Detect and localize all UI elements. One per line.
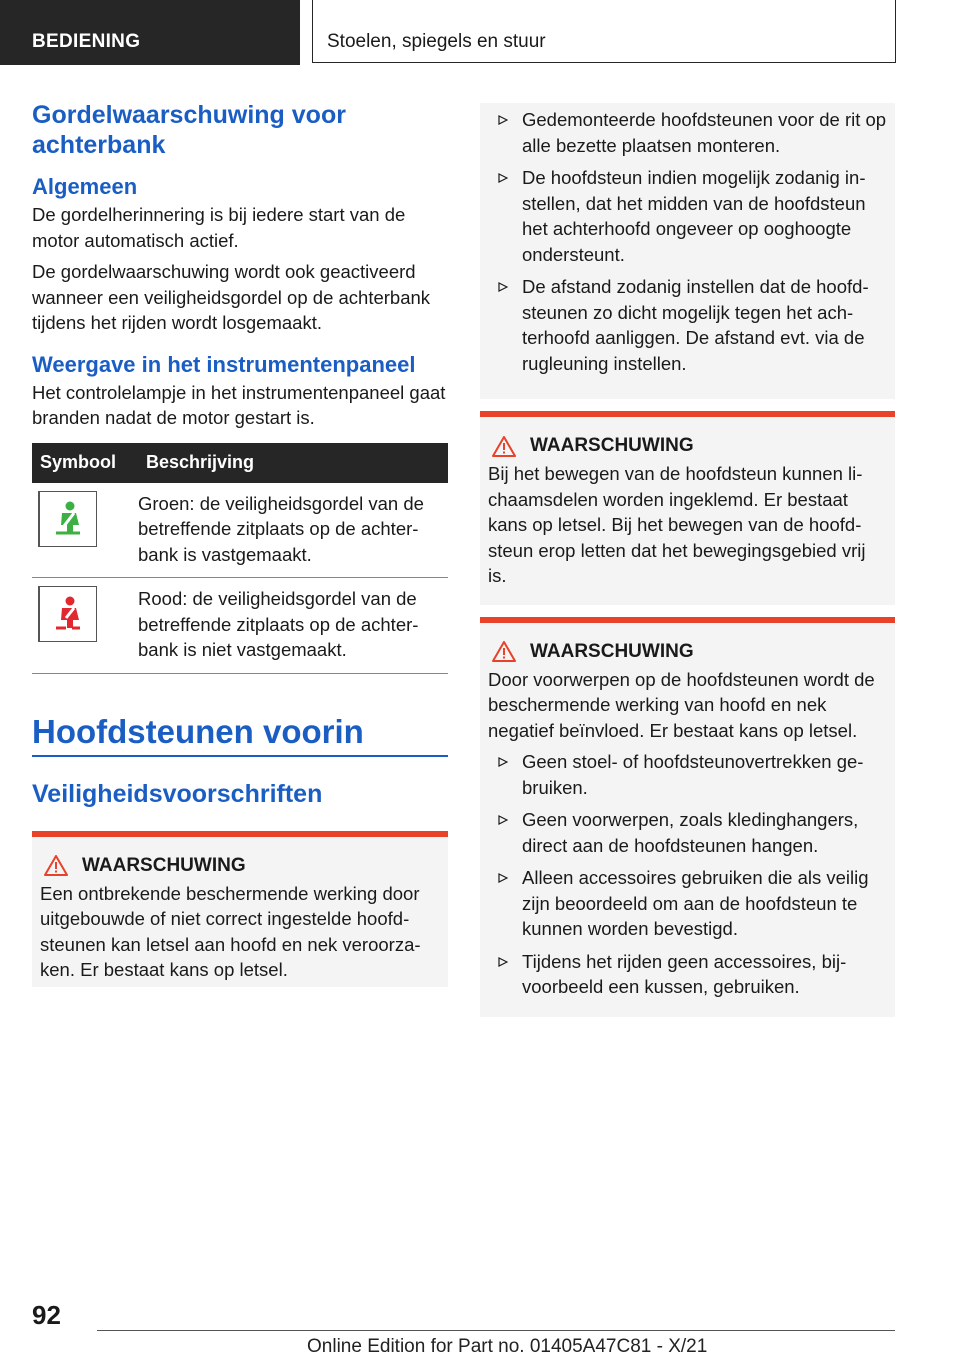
general-paragraph-2: De gordelwaarschuwing wordt ook geactiveerd wanneer een veiligheidsgordel op de achterbank tijdens het rijden wordt losgemaakt.	[32, 261, 431, 333]
warning-box	[32, 831, 448, 987]
table-row	[32, 483, 448, 578]
warning-text: Een ontbrekende beschermende werking door uitgebouwde of niet correct ingestelde hoofdsteunen kan letsel aan hoofd en nek veroorzaken. Er bestaat kans op letsel.	[40, 882, 421, 980]
triangle-bullet-icon	[498, 757, 508, 767]
warning-list	[488, 749, 887, 1000]
list-item: De afstand zodanig instellen dat de hoofdsteunen zo dicht mogelijk tegen het achterhoofd aanliggen. De afstand evt. via de rugleuning instellen.	[488, 274, 887, 376]
general-paragraph-1: De gordelherinnering is bij iedere start van de motor automatisch actief.	[32, 204, 406, 251]
seatbelt-fastened-icon	[38, 491, 97, 547]
triangle-bullet-icon	[498, 815, 508, 825]
description-column-header: Beschrijving	[138, 443, 448, 483]
list-item: De hoofdsteun indien mogelijk zodanig instellen, dat het midden van de hoofdsteun het achterhoofd ongeveer op ooghoogte ondersteunt.	[488, 165, 887, 267]
triangle-bullet-icon	[498, 957, 508, 967]
edition-footer: Online Edition for Part no. 01405A47C81 - X/21	[307, 1336, 708, 1357]
symbol-table	[32, 443, 448, 674]
general-heading: Algemeen	[32, 174, 138, 199]
headrest-instructions	[480, 103, 895, 399]
symbol-column-header: Symbool	[32, 443, 138, 483]
triangle-bullet-icon	[498, 873, 508, 883]
seatbelt-unfastened-icon	[38, 586, 97, 642]
warning-triangle-icon	[492, 436, 516, 457]
warning-triangle-icon	[44, 855, 68, 876]
warning-label: WAARSCHUWING	[530, 435, 694, 456]
headrest-list	[488, 107, 887, 376]
right-column	[480, 103, 895, 1017]
table-row	[32, 578, 448, 674]
list-item: Tijdens het rijden geen accessoires, bijvoorbeeld een kussen, gebruiken.	[488, 949, 887, 1000]
list-item: Geen voorwerpen, zoals kledinghangers, direct aan de hoofdsteunen hangen.	[488, 807, 887, 858]
safety-heading: Veiligheidsvoorschriften	[32, 779, 323, 808]
chapter-header	[312, 0, 896, 63]
list-item: Geen stoel- of hoofdsteunovertrekken gebruiken.	[488, 749, 887, 800]
chapter-label: Stoelen, spiegels en stuur	[327, 31, 546, 52]
display-paragraph: Het controlelampje in het instrumentenpaneel gaat branden nadat de motor gestart is.	[32, 381, 446, 428]
triangle-bullet-icon	[498, 282, 508, 292]
page-number: 92	[32, 1300, 61, 1330]
fastened-description: Groen: de veiligheidsgordel van de betreffende zitplaats op de achterbank is vastgemaakt.	[138, 483, 448, 578]
warning-label: WAARSCHUWING	[530, 640, 694, 662]
triangle-bullet-icon	[498, 115, 508, 125]
triangle-bullet-icon	[498, 173, 508, 183]
warning-triangle-icon	[492, 641, 516, 662]
warning-box	[480, 617, 895, 1017]
headrest-title: Hoofdsteunen voorin	[32, 712, 448, 757]
warning-text: Door voorwerpen op de hoofdsteunen wordt de beschermende werking van hoofd en nek negatief beïnvloed. Er bestaat kans op letsel.	[488, 668, 875, 741]
warning-text: Bij het bewegen van de hoofdsteun kunnen lichaamsdelen worden ingeklemd. Er bestaat kans op letsel. Bij het bewegen van de hoofdsteun erop letten dat het bewegingsgebied vrij is.	[488, 463, 866, 586]
section-tab	[0, 0, 300, 65]
left-column	[32, 100, 448, 987]
seatbelt-warning-title: Gordelwaarschuwing voor achterbank	[32, 101, 346, 159]
list-item: Alleen accessoires gebruiken die als veilig zijn beoordeeld om aan de hoofdsteun te kunnen worden bevestigd.	[488, 865, 887, 942]
warning-label: WAARSCHUWING	[82, 854, 246, 876]
section-label: BEDIENING	[32, 31, 141, 52]
display-heading: Weergave in het instrumentenpaneel	[32, 351, 416, 377]
list-item: Gedemonteerde hoofdsteunen voor de rit op alle bezette plaatsen monteren.	[488, 107, 887, 158]
unfastened-description: Rood: de veiligheidsgordel van de betreffende zitplaats op de achterbank is niet vastgemaakt.	[138, 578, 448, 674]
footer-divider	[97, 1330, 895, 1331]
warning-box	[480, 411, 895, 605]
